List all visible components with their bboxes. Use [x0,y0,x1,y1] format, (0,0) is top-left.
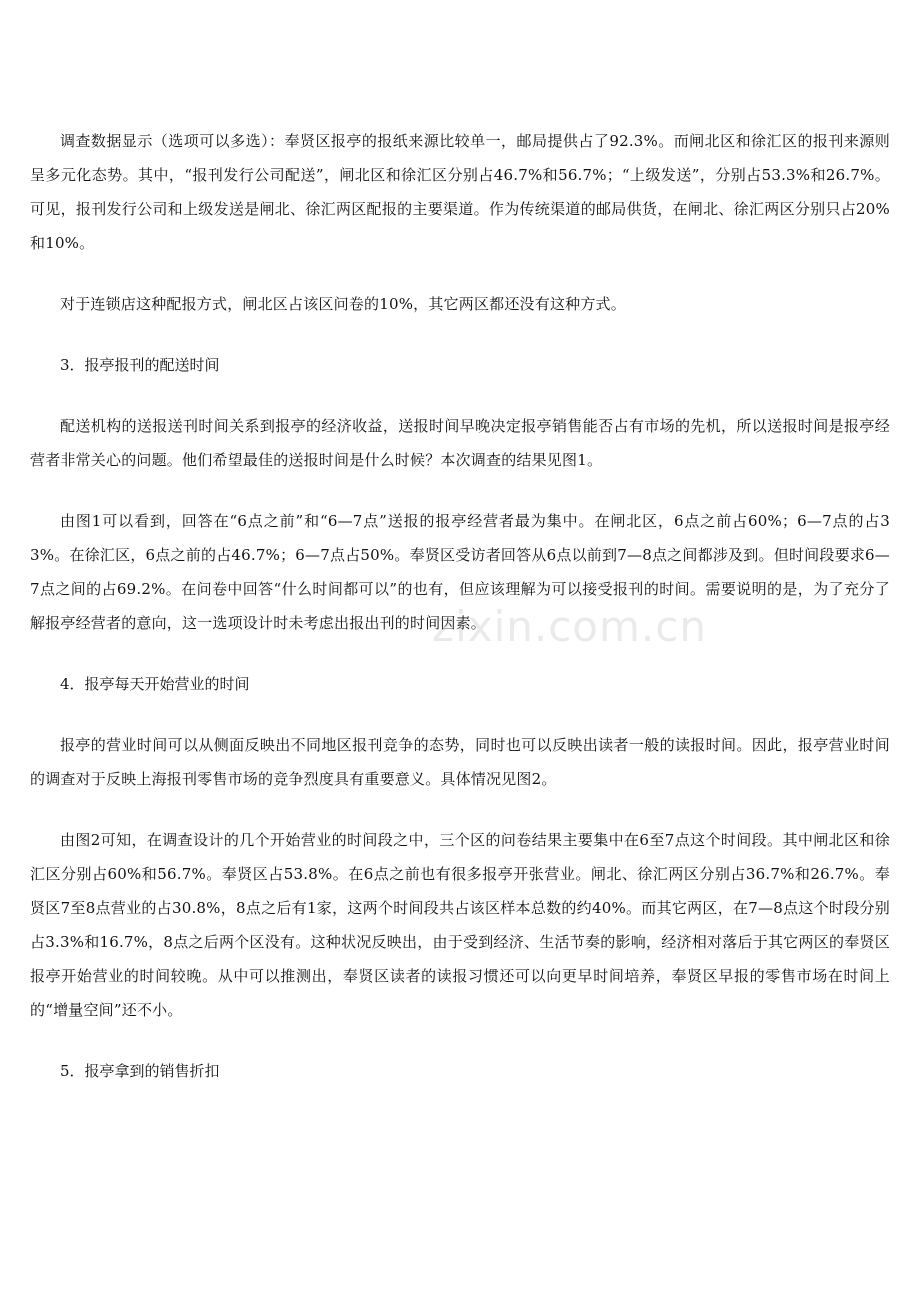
section-heading-opening-time: 4．报亭每天开始营业的时间 [60,675,250,693]
section-heading-sales-discount: 5．报亭拿到的销售折扣 [60,1062,220,1080]
document-body [30,124,890,1115]
paragraph-delivery-importance: 配送机构的送报送刊时间关系到报亭的经济收益，送报时间早晚决定报亭销售能否占有市场的先机，所以送报时间是报亭经营者非常关心的问题。他们希望最佳的送报时间是什么时候？本次调查的结果见图1。 [30,417,890,469]
paragraph-figure1-analysis: 由图1可以看到，回答在“6点之前”和“6—7点”送报的报亭经营者最为集中。在闸北区，6点之前占60%；6—7点的占33%。在徐汇区，6点之前的占46.7%；6—7点占50%。奉贤区受访者回答从6点以前到7—8点之间都涉及到。但时间段要求6—7点之间的占69.2%。在问卷中回答“什么时间都可以”的也有，但应该理解为可以接受报刊的时间。需要说明的是，为了充分了解报亭经营者的意向，这一选项设计时未考虑出报出刊的时间因素。 [30,512,890,632]
paragraph-opening-hours-intro: 报亭的营业时间可以从侧面反映出不同地区报刊竞争的态势，同时也可以反映出读者一般的读报时间。因此，报亭营业时间的调查对于反映上海报刊零售市场的竞争烈度具有重要意义。具体情况见图2。 [30,736,890,788]
paragraph-newspaper-sources: 调查数据显示（选项可以多选）：奉贤区报亭的报纸来源比较单一，邮局提供占了92.3%。而闸北区和徐汇区的报刊来源则呈多元化态势。其中，“报刊发行公司配送”，闸北区和徐汇区分别占46.7%和56.7%；“上级发送”，分别占53.3%和26.7%。可见，报刊发行公司和上级发送是闸北、徐汇两区配报的主要渠道。作为传统渠道的邮局供货，在闸北、徐汇两区分别只占20%和10%。 [30,132,890,252]
section-heading-delivery-time: 3．报亭报刊的配送时间 [60,356,220,374]
paragraph-figure2-analysis: 由图2可知，在调查设计的几个开始营业的时间段之中，三个区的问卷结果主要集中在6至7点这个时间段。其中闸北区和徐汇区分别占60%和56.7%。奉贤区占53.8%。在6点之前也有很多报亭开张营业。闸北、徐汇两区分别占36.7%和26.7%。奉贤区7至8点营业的占30.8%，8点之后有1家，这两个时间段共占该区样本总数的约40%。而其它两区，在7—8点这个时段分别占3.3%和16.7%，8点之后两个区没有。这种状况反映出，由于受到经济、生活节奏的影响，经济相对落后于其它两区的奉贤区报亭开始营业的时间较晚。从中可以推测出，奉贤区读者的读报习惯还可以向更早时间培养，奉贤区早报的零售市场在时间上的“增量空间”还不小。 [30,831,890,1019]
paragraph-chain-store: 对于连锁店这种配报方式，闸北区占该区问卷的10%，其它两区都还没有这种方式。 [60,295,626,313]
watermark-text: zixin.com.cn [432,602,707,651]
